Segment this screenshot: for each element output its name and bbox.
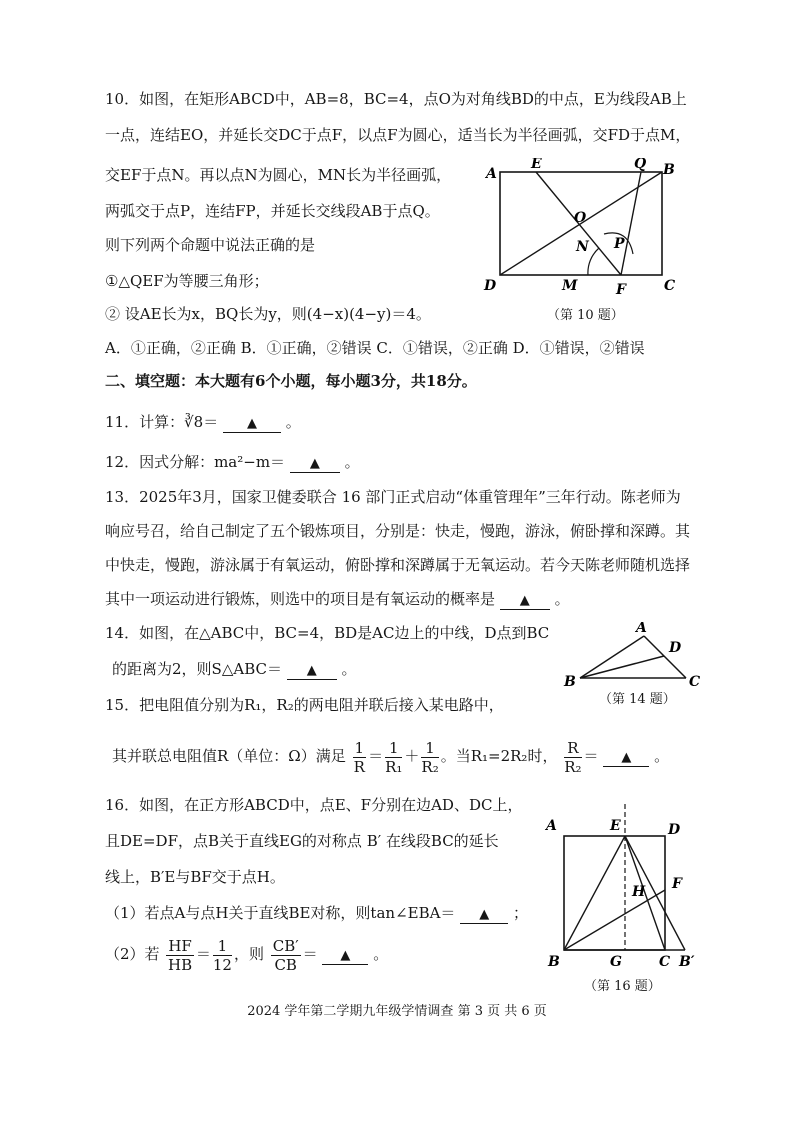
fraction-1-12: $\frac{1}{12}$ (212, 936, 232, 974)
q16-line1: 16．如图，在正方形ABCD中，点E、F分别在边AD、DC上， (105, 796, 523, 814)
q10-line6: ①△QEF为等腰三角形； (105, 272, 269, 290)
section-title: 二、填空题：本大题有6个小题，每小题3分，共18分。 (105, 372, 477, 390)
page-footer: 2024 学年第二学期九年级学情调查 第 3 页 共 6 页 (247, 1004, 547, 1019)
q16-line4-end: ； (513, 904, 529, 922)
q10-line3: 交EF于点N。再以点N为圆心，MN长为半径画弧， (105, 166, 452, 184)
label-b: B (663, 162, 675, 178)
label-d14: D (669, 640, 682, 656)
label-d16: D (668, 822, 681, 838)
q10-line4: 两弧交于点P，连结FP，并延长交线段AB于点Q。 (105, 202, 440, 220)
q15-end: 。 (654, 747, 670, 765)
square-abcd (564, 836, 665, 950)
caption-q16: （第 16 题） (584, 979, 661, 994)
q16-line5a: （2）若 (105, 945, 160, 963)
label-n: N (576, 239, 589, 255)
q11-text: 11．计算：∛8＝ (105, 413, 219, 431)
label-q: Q (634, 158, 647, 172)
label-b14: B (564, 674, 576, 688)
answer-blank-q14[interactable]: ▲ (287, 663, 337, 680)
answer-blank-q16-1[interactable]: ▲ (460, 907, 508, 924)
label-a14: A (636, 622, 647, 636)
q10-line5: 则下列两个命题中说法正确的是 (105, 236, 316, 254)
figure-q16 (540, 800, 710, 980)
label-a: A (486, 166, 497, 182)
label-c16: C (659, 954, 671, 970)
label-e: E (531, 158, 542, 172)
q14-end: 。 (341, 660, 357, 678)
answer-blank-q11[interactable]: ▲ (223, 416, 281, 433)
segment-be (564, 836, 625, 950)
caption-q14: （第 14 题） (599, 692, 676, 707)
q16-line4 (105, 902, 528, 924)
label-c14: C (689, 674, 701, 688)
q13-end: 。 (554, 590, 570, 608)
q14-line2-text: 的距离为2，则S△ABC＝ (112, 660, 282, 678)
answer-blank-q16-2[interactable]: ▲ (322, 948, 368, 965)
caption-q10: （第 10 题） (547, 308, 624, 323)
label-f: F (616, 282, 626, 298)
answer-blank-q15[interactable]: ▲ (603, 750, 649, 767)
segment-fq (621, 172, 641, 275)
q16-line5b: ，则 (233, 945, 264, 963)
q16-line3: 线上，B′E与BF交于点H。 (105, 868, 285, 886)
q12-text: 12．因式分解：ma²−m＝ (105, 453, 286, 471)
figure-q10 (478, 158, 678, 303)
label-e16: E (610, 818, 621, 834)
q10-line2: 一点，连结EO，并延长交DC于点F，以点F为圆心，适当长为半径画弧，交FD于点M， (105, 126, 691, 144)
label-g16: G (610, 954, 622, 970)
label-d: D (484, 278, 497, 294)
q12-end: 。 (344, 453, 360, 471)
fraction-hf-hb: $\frac{HF}{HB}$ (168, 936, 193, 974)
label-b2-16: B′ (679, 954, 695, 970)
label-c: C (664, 278, 676, 294)
q12 (105, 451, 360, 473)
q15-line2b: 。当R₁=2R₂时， (440, 747, 558, 765)
label-f16: F (672, 876, 682, 892)
label-o: O (574, 210, 587, 226)
label-h16: H (632, 884, 646, 900)
q16-line2: 且DE=DF，点B关于直线EG的对称点 B′ 在线段BC的延长 (105, 832, 499, 850)
label-b16: B (548, 954, 560, 970)
q13-line3: 中快走，慢跑，游泳属于有氧运动，俯卧撑和深蹲属于无氧运动。若今天陈老师随机选择 (105, 556, 691, 574)
answer-blank-q12[interactable]: ▲ (290, 456, 340, 473)
q14-line1: 14．如图，在△ABC中，BC=4，BD是AC边上的中线，D点到BC (105, 624, 550, 642)
segment-bf (564, 890, 665, 950)
q13-line4-text: 其中一项运动进行锻炼，则选中的项目是有氧运动的概率是 (105, 590, 496, 608)
q10-line7: ② 设AE长为x，BQ长为y，则(4−x)(4−y)＝4。 (105, 305, 431, 323)
fraction-1-r1: $\frac{1}{\text{R₁}}$ (385, 738, 403, 776)
fraction-1-r: $\frac{1}{R}$ (353, 738, 365, 776)
q10-options: A．①正确，②正确 B．①正确，②错误 C．①错误，②正确 D．①错误，②错误 (105, 339, 645, 357)
q13-line4 (105, 588, 570, 610)
q14-line2 (112, 658, 357, 680)
q15-line2a: 其并联总电阻值R（单位：Ω）满足 (112, 747, 346, 765)
q13-line2: 响应号召，给自己制定了五个锻炼项目，分别是：快走，慢跑，游泳，俯卧撑和深蹲。其 (105, 522, 691, 540)
answer-blank-q13[interactable]: ▲ (500, 593, 550, 610)
fraction-1-r2: $\frac{1}{\text{R₂}}$ (421, 738, 439, 776)
q11-end: 。 (285, 413, 301, 431)
label-p: P (614, 236, 625, 252)
label-a16: A (546, 818, 557, 834)
q13-line1: 13．2025年3月，国家卫健委联合 16 部门正式启动“体重管理年”三年行动。陈老师为 (105, 488, 681, 506)
q11 (105, 411, 301, 433)
q10-line1: 10．如图，在矩形ABCD中，AB=8，BC=4，点O为对角线BD的中点，E为线段AB上 (105, 90, 687, 108)
fraction-r-r2: $\frac{R}{\text{R₂}}$ (564, 738, 582, 776)
label-m: M (562, 278, 578, 294)
q15-line1: 15．把电阻值分别为R₁，R₂的两电阻并联后接入某电路中， (105, 696, 504, 714)
arc-mn (588, 248, 599, 275)
figure-q14 (558, 622, 708, 688)
q15-line2: 其并联总电阻值R（单位：Ω）满足 $\frac{1}{R}$ ＝ $\frac{1}{\text{R₁}}$ ＋ $\frac{1}{\text{R₂}}$ 。当R₁=2R₂时， $\frac{R}{\text{R₂}}$ ＝ ▲ 。 (112, 738, 670, 776)
q16-end: 。 (373, 945, 389, 963)
q16-line4-text: （1）若点A与点H关于直线BE对称，则tan∠EBA＝ (105, 904, 456, 922)
fraction-cb-cb: $\frac{CB'}{CB}$ (272, 936, 299, 974)
q16-line5: （2）若 $\frac{HF}{HB}$ ＝ $\frac{1}{12}$ ，则 $\frac{CB'}{CB}$ ＝ ▲ 。 (105, 936, 389, 974)
